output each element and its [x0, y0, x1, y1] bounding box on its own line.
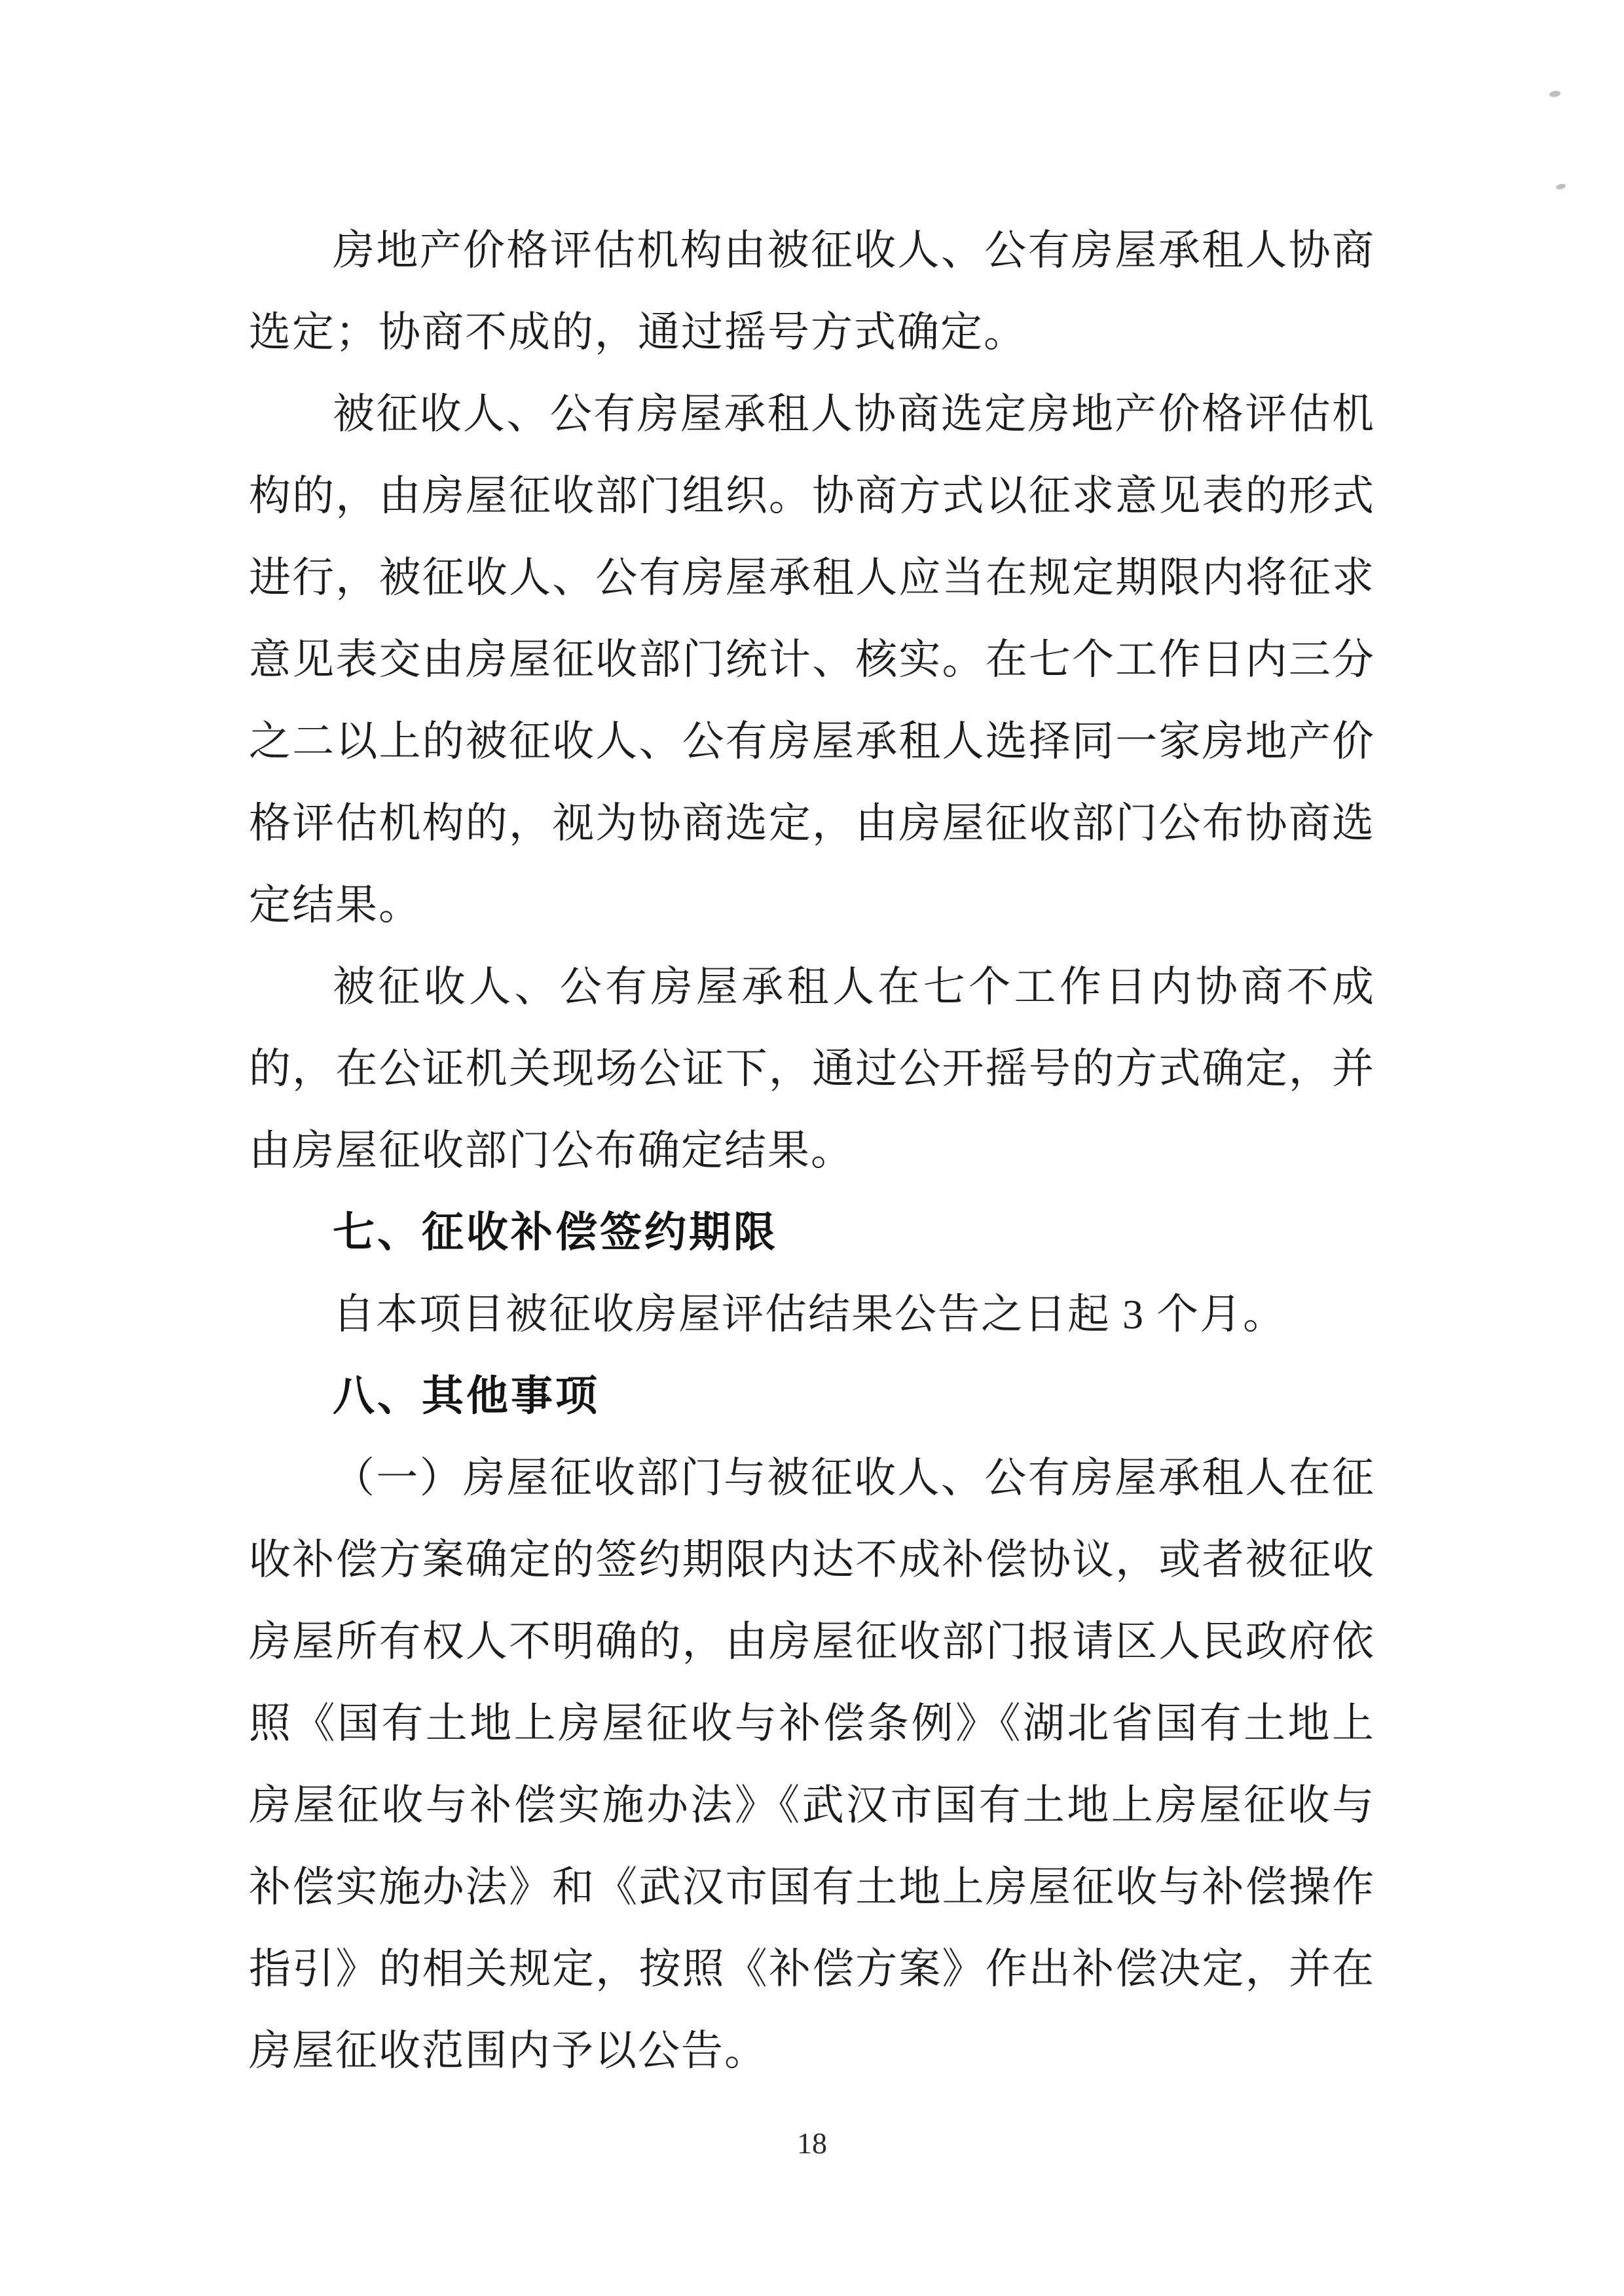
section-heading-7: 七、征收补偿签约期限 [333, 1209, 778, 1256]
text-line: 自本项目被征收房屋评估结果公告之日起 3 个月。 [333, 1291, 1286, 1338]
text-line: 被征收人、公有房屋承租人协商选定房地产价格评估机 [333, 391, 1375, 437]
text-line: 意见表交由房屋征收部门统计、核实。在七个工作日内三分 [249, 636, 1375, 683]
text-line: （一）房屋征收部门与被征收人、公有房屋承租人在征 [333, 1455, 1375, 1501]
text-line: 房屋征收与补偿实施办法》《武汉市国有土地上房屋征收与 [249, 1782, 1375, 1829]
text-line: 格评估机构的，视为协商选定，由房屋征收部门公布协商选 [249, 800, 1375, 847]
text-line: 构的，由房屋征收部门组织。协商方式以征求意见表的形式 [249, 473, 1375, 519]
text-line: 被征收人、公有房屋承租人在七个工作日内协商不成 [333, 964, 1375, 1010]
text-line: 补偿实施办法》和《武汉市国有土地上房屋征收与补偿操作 [249, 1864, 1375, 1910]
text-line: 进行，被征收人、公有房屋承租人应当在规定期限内将征求 [249, 555, 1375, 601]
section-heading-8: 八、其他事项 [333, 1372, 600, 1419]
document-body [249, 210, 1375, 2092]
text-line: 选定；协商不成的，通过摇号方式确定。 [249, 309, 1027, 355]
text-line: 定结果。 [249, 882, 422, 928]
text-line: 的，在公证机关现场公证下，通过公开摇号的方式确定，并 [249, 1046, 1375, 1092]
text-line: 房屋所有权人不明确的，由房屋征收部门报请区人民政府依 [249, 1618, 1375, 1665]
text-line: 照《国有土地上房屋征收与补偿条例》《湖北省国有土地上 [249, 1700, 1375, 1747]
text-line: 指引》的相关规定，按照《补偿方案》作出补偿决定，并在 [249, 1946, 1375, 1992]
page-number: 18 [797, 2126, 827, 2160]
text-line: 由房屋征收部门公布确定结果。 [249, 1127, 854, 1174]
scan-artifact-speck [1555, 183, 1566, 191]
text-line: 之二以上的被征收人、公有房屋承租人选择同一家房地产价 [249, 718, 1375, 765]
text-line: 房屋征收范围内予以公告。 [249, 2028, 767, 2074]
text-line: 房地产价格评估机构由被征收人、公有房屋承租人协商 [333, 227, 1375, 274]
scan-artifact-speck [1549, 90, 1560, 98]
text-line: 收补偿方案确定的签约期限内达不成补偿协议，或者被征收 [249, 1537, 1375, 1583]
